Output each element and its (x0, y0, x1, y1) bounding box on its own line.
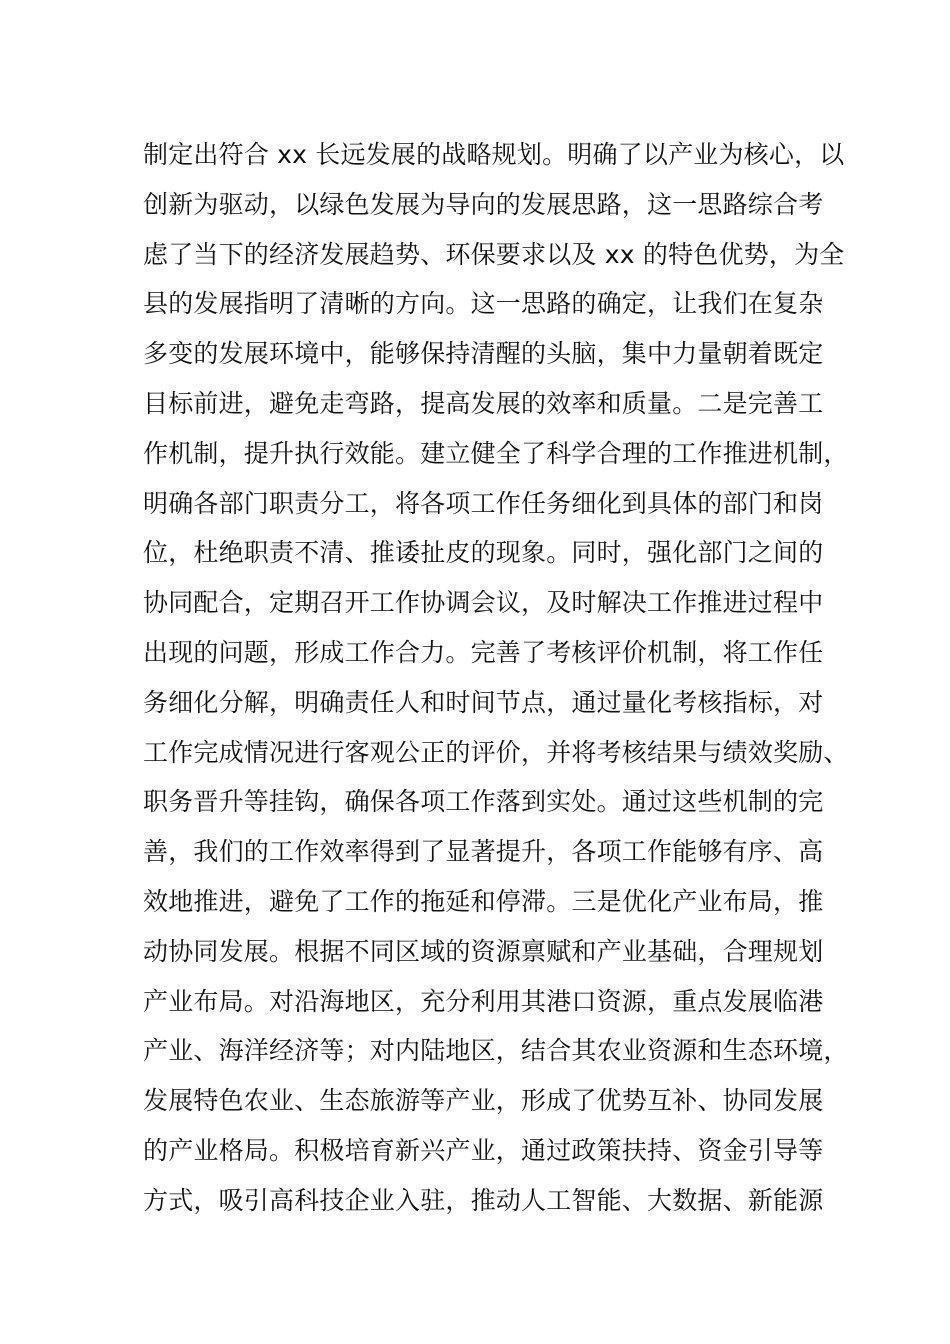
text-line: 位，杜绝职责不清、推诿扯皮的现象。同时，强化部门之间的 (143, 538, 824, 568)
text-line: 创新为驱动，以绿色发展为导向的发展思路，这一思路综合考 (143, 189, 824, 219)
text-line: 动协同发展。根据不同区域的资源禀赋和产业基础，合理规划 (143, 936, 824, 966)
text-line: 善，我们的工作效率得到了显著提升，各项工作能够有序、高 (143, 837, 824, 867)
text-line: 效地推进，避免了工作的拖延和停滞。三是优化产业布局，推 (143, 886, 824, 916)
text-line: 方式，吸引高科技企业入驻，推动人工智能、大数据、新能源 (143, 1185, 824, 1215)
text-line: 协同配合，定期召开工作协调会议，及时解决工作推进过程中 (143, 588, 824, 618)
text-line: 制定出符合 xx 长远发展的战略规划。明确了以产业为核心，以 (143, 140, 845, 169)
text-line: 产业、海洋经济等；对内陆地区，结合其农业资源和生态环境， (143, 1036, 849, 1066)
text-line: 务细化分解，明确责任人和时间节点，通过量化考核指标，对 (143, 687, 824, 717)
text-line: 多变的发展环境中，能够保持清醒的头脑，集中力量朝着既定 (143, 339, 824, 369)
body-paragraph (143, 130, 849, 1226)
text-line: 工作完成情况进行客观公正的评价，并将考核结果与绩效奖励、 (143, 737, 849, 767)
text-line: 出现的问题，形成工作合力。完善了考核评价机制，将工作任 (143, 637, 824, 667)
text-line: 的产业格局。积极培育新兴产业，通过政策扶持、资金引导等 (143, 1135, 824, 1165)
text-line: 目标前进，避免走弯路，提高发展的效率和质量。二是完善工 (143, 388, 824, 418)
text-line: 县的发展指明了清晰的方向。这一思路的确定，让我们在复杂 (143, 289, 824, 319)
text-line: 职务晋升等挂钩，确保各项工作落到实处。通过这些机制的完 (143, 787, 824, 817)
text-line: 明确各部门职责分工，将各项工作任务细化到具体的部门和岗 (143, 488, 824, 518)
text-line: 产业布局。对沿海地区，充分利用其港口资源，重点发展临港 (143, 986, 824, 1016)
text-line: 作机制，提升执行效能。建立健全了科学合理的工作推进机制， (143, 438, 849, 468)
text-line: 虑了当下的经济发展趋势、环保要求以及 xx 的特色优势，为全 (143, 239, 845, 269)
text-line: 发展特色农业、生态旅游等产业，形成了优势互补、协同发展 (143, 1086, 824, 1116)
